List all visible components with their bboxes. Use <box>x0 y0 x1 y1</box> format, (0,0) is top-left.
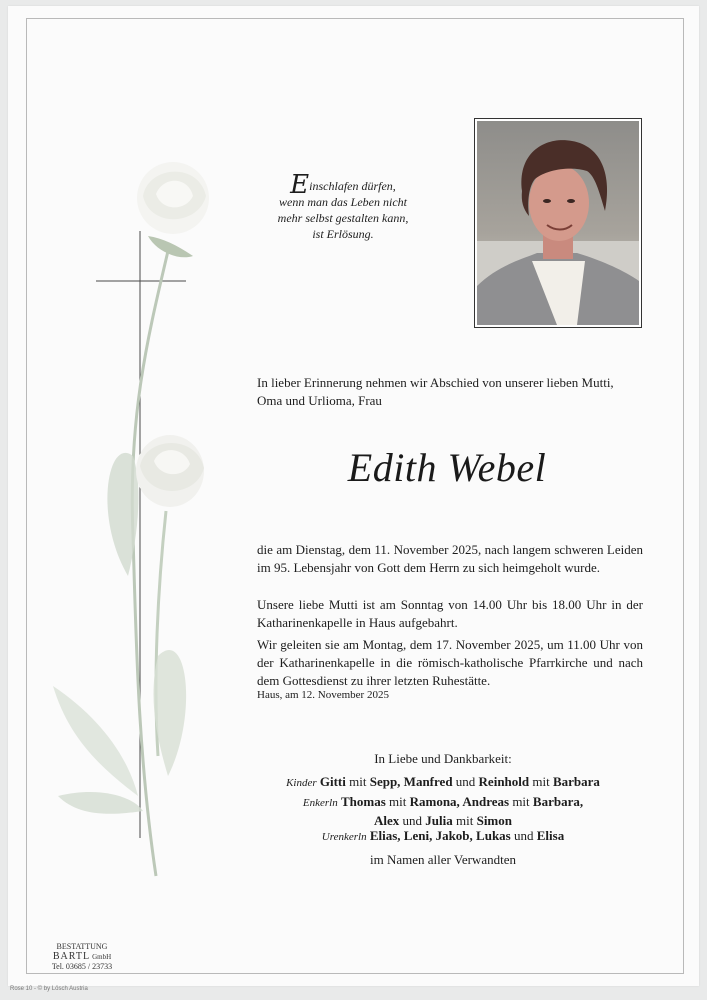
family-name: Elias, Leni, Jakob, Lukas <box>369 828 511 843</box>
connector: mit <box>456 813 474 828</box>
role-label: Enkerln <box>302 797 338 809</box>
deceased-name: Edith Webel <box>347 445 547 490</box>
thanks-line: In Liebe und Dankbarkeit: <box>374 751 512 766</box>
funeral-home-suffix: GmbH <box>92 953 112 961</box>
family-children-line <box>248 773 638 792</box>
closing-line: im Namen aller Verwandten <box>370 852 516 867</box>
viewing-paragraph: Unsere liebe Mutti ist am Sonntag von 14.00 Uhr bis 18.00 Uhr in der Katharinenkapelle in Haus aufgebahrt. <box>257 597 643 630</box>
place-date: Haus, am 12. November 2025 <box>257 689 389 701</box>
family-name: Ramona, Andreas <box>409 794 510 809</box>
family-name: Alex <box>374 813 400 828</box>
connector: mit <box>349 774 367 789</box>
family-grandchildren-line <box>248 793 638 830</box>
quote-initial: E <box>290 170 310 200</box>
connector: mit <box>389 794 407 809</box>
connector: und <box>455 774 476 789</box>
family-name: Simon <box>476 813 512 828</box>
family-name: Barbara <box>552 774 600 789</box>
family-name: Thomas <box>340 794 386 809</box>
funeral-paragraph: Wir geleiten sie am Montag, dem 17. November 2025, um 11.00 Uhr von der Katharinenkapelle in die römisch-katholische Pfarrkirche und nach dem Gottesdienst zu ihrer letzten Ruhestätte. <box>257 637 643 688</box>
lower-rose <box>136 435 204 507</box>
funeral-home-brand: BARTL <box>52 951 91 962</box>
rose-cross-illustration <box>38 156 228 916</box>
funeral-home-label: BESTATTUNG <box>56 942 108 951</box>
role-label: Urenkerln <box>321 831 367 843</box>
quote-block <box>258 170 428 242</box>
family-name: Sepp, Manfred <box>369 774 453 789</box>
portrait-photo <box>474 118 642 328</box>
family-name: Elisa <box>536 828 565 843</box>
family-great-grandchildren-line <box>248 827 638 846</box>
family-name: Gitti <box>319 774 346 789</box>
family-name: Barbara, <box>532 794 584 809</box>
connector: mit <box>512 794 530 809</box>
upper-rose <box>137 162 209 234</box>
role-label: Kinder <box>286 777 317 789</box>
family-name: Reinhold <box>478 774 530 789</box>
funeral-home-logo <box>42 942 122 972</box>
death-notice-paragraph: die am Dienstag, dem 11. November 2025, nach langem schweren Leiden im 95. Lebensjahr von Gott dem Herrn zu sich heimgeholt wurde. <box>257 542 643 575</box>
obituary-sheet <box>8 6 699 986</box>
intro-text: In lieber Erinnerung nehmen wir Abschied von unserer lieben Mutti, Oma und Urlioma, Frau <box>257 375 614 408</box>
quote-text: inschlafen dürfen, wenn man das Leben nicht mehr selbst gestalten kann, ist Erlösung. <box>277 179 409 241</box>
family-name: Julia <box>425 813 453 828</box>
funeral-home-phone: Tel. 03685 / 23733 <box>51 962 113 971</box>
connector: und <box>513 828 534 843</box>
footer-code: Rose 10 - © by Lösch Austria <box>10 986 88 992</box>
connector: mit <box>532 774 550 789</box>
connector: und <box>402 813 423 828</box>
